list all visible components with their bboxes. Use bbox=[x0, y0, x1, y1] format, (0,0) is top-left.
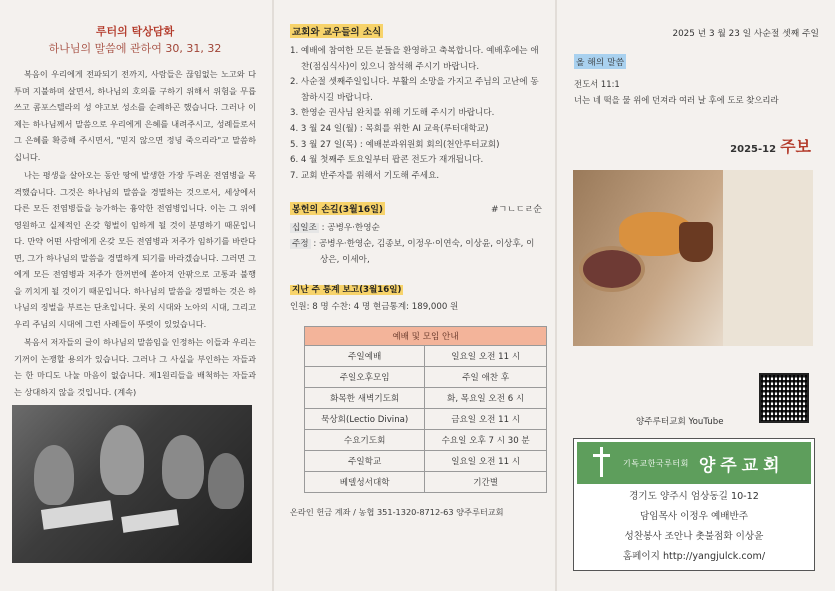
luther-table-painting bbox=[12, 405, 252, 563]
offering-order-tag: #ㄱㄴㄷㄹ순 bbox=[490, 205, 542, 216]
church-name: 양주교회 bbox=[698, 455, 785, 476]
church-address: 경기도 양주시 엄상동길 10-12 bbox=[629, 491, 759, 502]
offering-section bbox=[290, 202, 542, 268]
table-cell: 주일학교 bbox=[305, 450, 425, 471]
table-row bbox=[305, 471, 547, 492]
stats-line: 인원: 8 명 수찬: 4 명 현금통계: 189,000 원 bbox=[290, 301, 459, 312]
youtube-channel-label[interactable]: 양주루터교회 YouTube bbox=[636, 417, 724, 427]
offering-row bbox=[290, 237, 542, 269]
article-paragraph: 복음서 저자들의 글이 하나님의 말씀임을 인정하는 이들과 우리는 기꺼이 논쟁할 용의가 있습니다. 그러나 그 사실을 부인하는 자들과는 한 마디도 나눌 마음이 없습니다. 제1원리들을 배척하는 자들과는 상대하지 않을 것입니다. (계속) bbox=[14, 337, 256, 397]
table-cell: 일요일 오전 11 시 bbox=[425, 345, 547, 366]
table-cell: 수요일 오후 7 시 30 분 bbox=[425, 429, 547, 450]
bulletin-title bbox=[574, 134, 811, 157]
table-cell: 주일오후모임 bbox=[305, 366, 425, 387]
table-cell: 기간별 bbox=[425, 471, 547, 492]
table-cell: 화, 목요일 오전 6 시 bbox=[425, 387, 547, 408]
table-cell: 금요일 오전 11 시 bbox=[425, 408, 547, 429]
verse-title: 올 해의 말씀 bbox=[574, 54, 626, 69]
table-row bbox=[305, 387, 547, 408]
church-info-box bbox=[573, 438, 815, 571]
table-row bbox=[305, 408, 547, 429]
stats-title: 지난 주 통계 보고(3월16일) bbox=[292, 284, 402, 295]
table-talk-title: 루터의 탁상담화 bbox=[95, 25, 175, 38]
news-title: 교회와 교우들의 소식 bbox=[290, 24, 383, 38]
table-row bbox=[305, 429, 547, 450]
fold-line-left bbox=[272, 0, 274, 591]
list-item: 5. 3 월 27 일(목) : 예배분과위원회 회의(천안루터교회) bbox=[290, 139, 500, 150]
table-cell: 베델성서대학 bbox=[305, 471, 425, 492]
bread-and-cup-photo bbox=[573, 170, 813, 346]
table-row bbox=[305, 345, 547, 366]
verse-reference: 전도서 11:1 bbox=[574, 79, 620, 89]
bulletin-number: 2025-12 bbox=[730, 144, 777, 155]
offering-title: 봉헌의 손길(3월16일) bbox=[290, 202, 385, 215]
table-cell: 일요일 오전 11 시 bbox=[425, 450, 547, 471]
table-cell: 수요기도회 bbox=[305, 429, 425, 450]
church-banner bbox=[577, 442, 811, 484]
table-cell: 주일예배 bbox=[305, 345, 425, 366]
table-cell: 묵상회(Lectio Divina) bbox=[305, 408, 425, 429]
service-roles-line: 성찬봉사 조안나 촛불점화 이상윤 bbox=[624, 531, 764, 542]
list-item: 2. 사순절 셋째주일입니다. 부활의 소망을 가지고 주님의 고난에 동참하시길 바랍니다. bbox=[290, 77, 539, 103]
worship-table-header: 예배 및 모임 안내 bbox=[305, 326, 547, 345]
offering-label: 주정 bbox=[292, 239, 309, 250]
table-row bbox=[305, 450, 547, 471]
service-date: 2025 년 3 월 23 일 사순절 셋째 주일 bbox=[672, 29, 819, 39]
church-contact-info bbox=[574, 487, 814, 567]
news-list bbox=[290, 44, 542, 184]
table-talk-subtitle: 하나님의 말씀에 관하여 30, 31, 32 bbox=[48, 42, 222, 55]
qr-code-icon[interactable] bbox=[759, 373, 809, 423]
pastor-line: 담임목사 이정우 예배반주 bbox=[639, 511, 749, 522]
table-cell: 화목한 새벽기도회 bbox=[305, 387, 425, 408]
table-row bbox=[305, 366, 547, 387]
article-paragraph: 복음이 우리에게 전파되기 전까지, 사람들은 끊임없는 노고와 다투며 지불하며 살면서, 하나님의 호의를 구하기 위해서 위험을 무릅쓰고 콤포스텔라의 성 야고보 성소를 순례하곤 했습니다. 그러나 이제는 하나님께서 말씀으로 우리에게 은혜를 내려주시고, 성례들로서 그 은혜를 확증해 주시면서, "믿지 않으면 정녕 죽으리라"고 말씀하십니다. bbox=[14, 69, 256, 162]
stats-section bbox=[290, 283, 542, 312]
table-cell: 주일 애찬 후 bbox=[425, 366, 547, 387]
worship-schedule-table bbox=[304, 326, 547, 493]
cross-icon bbox=[589, 445, 615, 481]
list-item: 7. 교회 반주자를 위해서 기도해 주세요. bbox=[290, 170, 440, 181]
offering-names: : 공병우·한영순 bbox=[321, 223, 380, 234]
online-offering-account: 온라인 헌금 계좌 / 농협 351-1320-8712-63 양주루터교회 bbox=[290, 506, 504, 517]
denomination-label: 기독교한국루터회 bbox=[623, 458, 689, 468]
bulletin-word: 주보 bbox=[780, 137, 811, 156]
middle-panel bbox=[278, 0, 552, 591]
article-paragraph: 나는 평생을 살아오는 동안 땅에 발생한 가장 두려운 전염병을 목격했습니다. 그것은 하나님의 말씀을 경멸하는 것으로서, 세상에서 다른 모든 전염병들을 능가하는 흉악한 전염병입니다. 이는 그 위에 영원하고 실제적인 온갖 형벌이 임하게 될 것이 분명하기 때문입니다. 만약 어떤 사람에게 온갖 모든 전염병과 저주가 임하기를 바란다면, 그가 하나님의 말씀을 경멸하게 되기를 바라겠습니다. 그러면 그에게 모든 전염병과 저주가 한꺼번에 쏟아져 안팎으로 고통과 불행을 끼치게 될 것이기 때문입니다. 하나님의 말씀을 경멸하는 것은 하나님의 징벌을 부르는 단초입니다. 롯의 시대와 노아의 시대, 그리고 우리 주님의 시대에 그런 사례들이 뚜렷이 있었습니다. bbox=[14, 170, 256, 329]
offering-names: : 공병우·한영순, 김종보, 이정우·이연숙, 이상윤, 이상후, 이상은, 이세아, bbox=[313, 239, 535, 265]
fold-line-right bbox=[555, 0, 557, 591]
list-item: 1. 예배에 참여한 모든 분들을 환영하고 축복합니다. 예배후에는 애찬(점심식사)이 있으니 참석해 주시기 바랍니다. bbox=[290, 46, 539, 72]
homepage-line[interactable]: 홈페이지 http://yangjulck.com/ bbox=[622, 551, 766, 562]
offering-row bbox=[290, 221, 542, 237]
list-item: 3. 한영순 권사님 완치를 위해 기도해 주시기 바랍니다. bbox=[290, 108, 495, 119]
offering-label: 십일조 bbox=[292, 223, 317, 234]
list-item: 6. 4 월 첫째주 토요일부터 팝콘 전도가 재개됩니다. bbox=[290, 155, 484, 166]
list-item: 4. 3 월 24 일(월) : 목회를 위한 AI 교육(루터대학교) bbox=[290, 123, 489, 134]
verse-text: 너는 네 떡을 물 위에 던져라 여러 날 후에 도로 찾으리라 bbox=[574, 95, 779, 105]
